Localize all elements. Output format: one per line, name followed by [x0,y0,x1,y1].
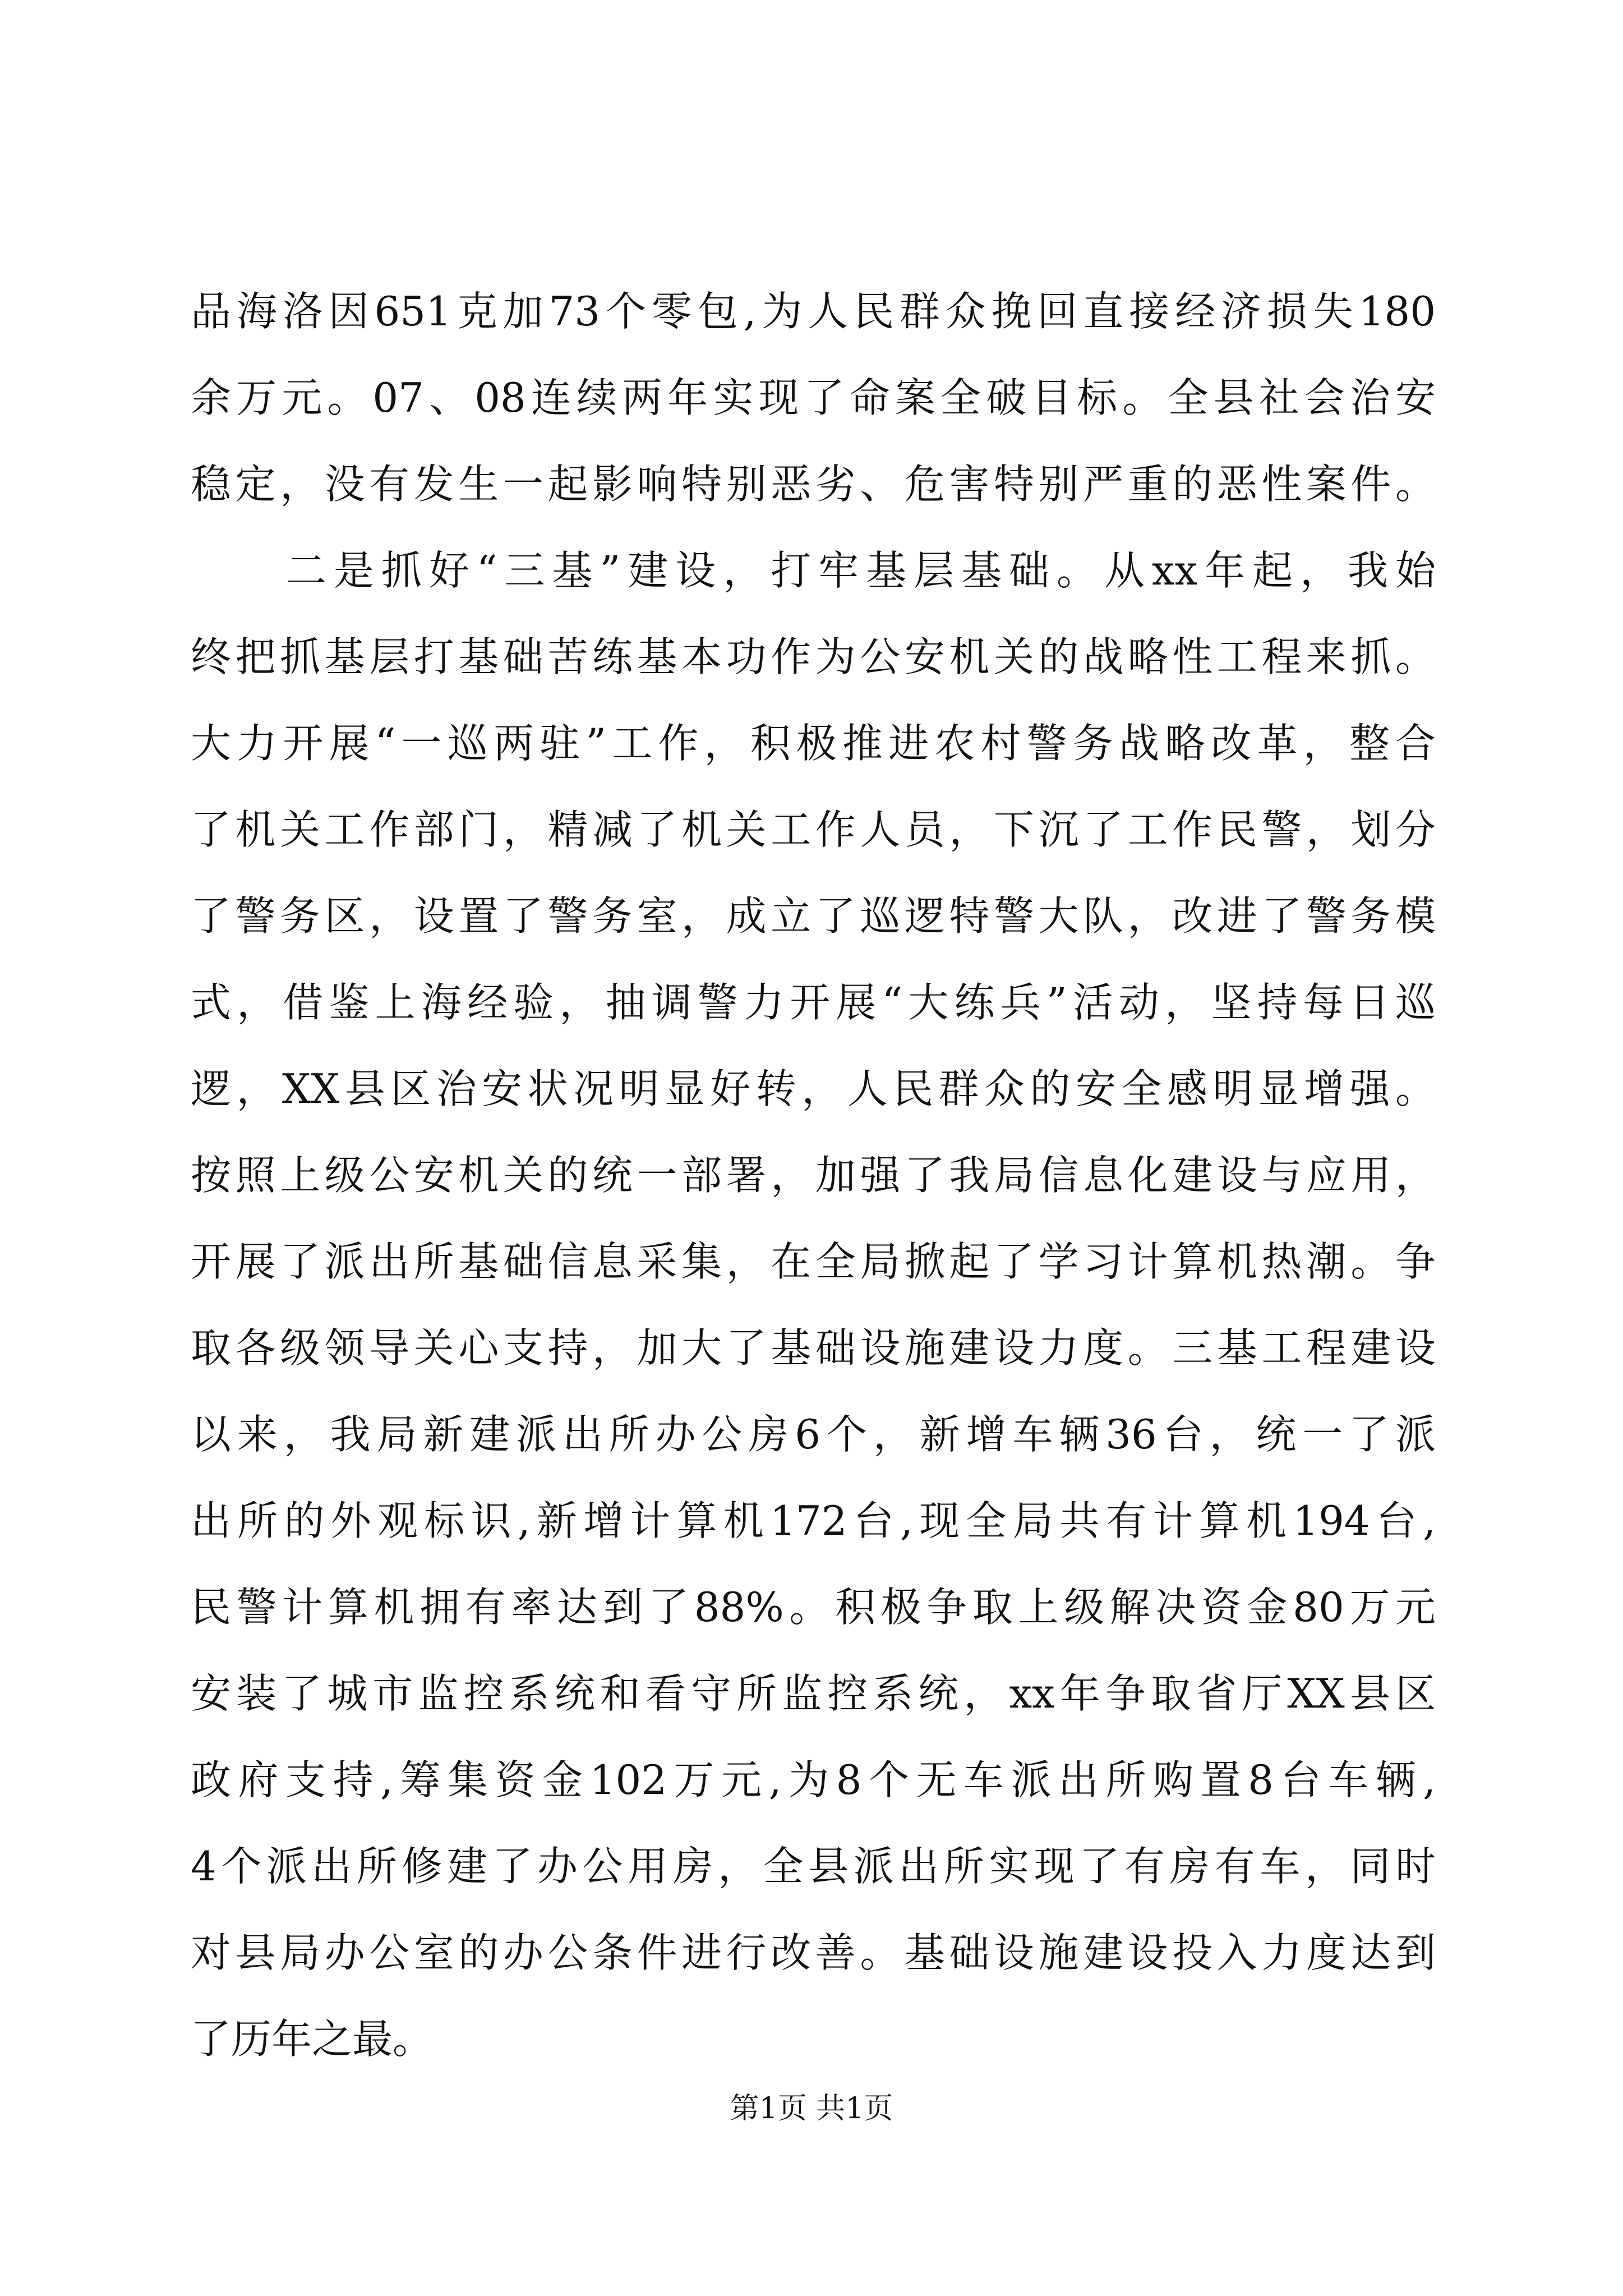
text-line: 开展了派出所基础信息采集，在全局掀起了学习计算机热潮。争 [191,1238,1436,1285]
document-body [191,268,1436,2082]
text-line: 逻，XX县区治安状况明显好转，人民群众的安全感明显增强。 [191,1065,1436,1112]
text-line: 了警务区，设置了警务室，成立了巡逻特警大队，改进了警务模 [191,892,1436,940]
text-line: 以来，我局新建派出所办公房6个，新增车辆36台，统一了派 [191,1411,1436,1458]
text-line: 大力开展“一巡两驻”工作，积极推进农村警务战略改革，整合 [191,720,1436,767]
text-line: 稳定，没有发生一起影响特别恶劣、危害特别严重的恶性案件。 [191,461,1436,508]
text-line: 品海洛因651克加73个零包,为人民群众挽回直接经济损失180 [191,288,1436,335]
text-line: 式，借鉴上海经验，抽调警力开展“大练兵”活动，坚持每日巡 [191,979,1436,1026]
text-line: 出所的外观标识,新增计算机172台,现全局共有计算机194台, [191,1497,1436,1544]
text-line: 政府支持,筹集资金102万元,为8个无车派出所购置8台车辆, [191,1756,1436,1803]
text-line: 余万元。07、08连续两年实现了命案全破目标。全县社会治安 [191,374,1436,421]
text-line: 安装了城市监控系统和看守所监控系统，xx年争取省厅XX县区 [191,1670,1436,1717]
text-line: 取各级领导关心支持，加大了基础设施建设力度。三基工程建设 [191,1324,1436,1372]
text-line: 二是抓好“三基”建设，打牢基层基础。从xx年起，我始 [191,547,1436,594]
text-line: 民警计算机拥有率达到了88%。积极争取上级解决资金80万元 [191,1584,1436,1631]
text-line: 按照上级公安机关的统一部署，加强了我局信息化建设与应用， [191,1152,1436,1199]
text-line: 4个派出所修建了办公用房，全县派出所实现了有房有车，同时 [191,1843,1436,1890]
page-number-footer: 第1页 共1页 [730,2092,893,2125]
text-line: 终把抓基层打基础苦练基本功作为公安机关的战略性工程来抓。 [191,633,1436,680]
text-line: 了机关工作部门，精减了机关工作人员，下沉了工作民警，划分 [191,806,1436,853]
text-line: 对县局办公室的办公条件进行改善。基础设施建设投入力度达到 [191,1929,1436,1976]
text-line: 了历年之最。 [191,2016,434,2063]
